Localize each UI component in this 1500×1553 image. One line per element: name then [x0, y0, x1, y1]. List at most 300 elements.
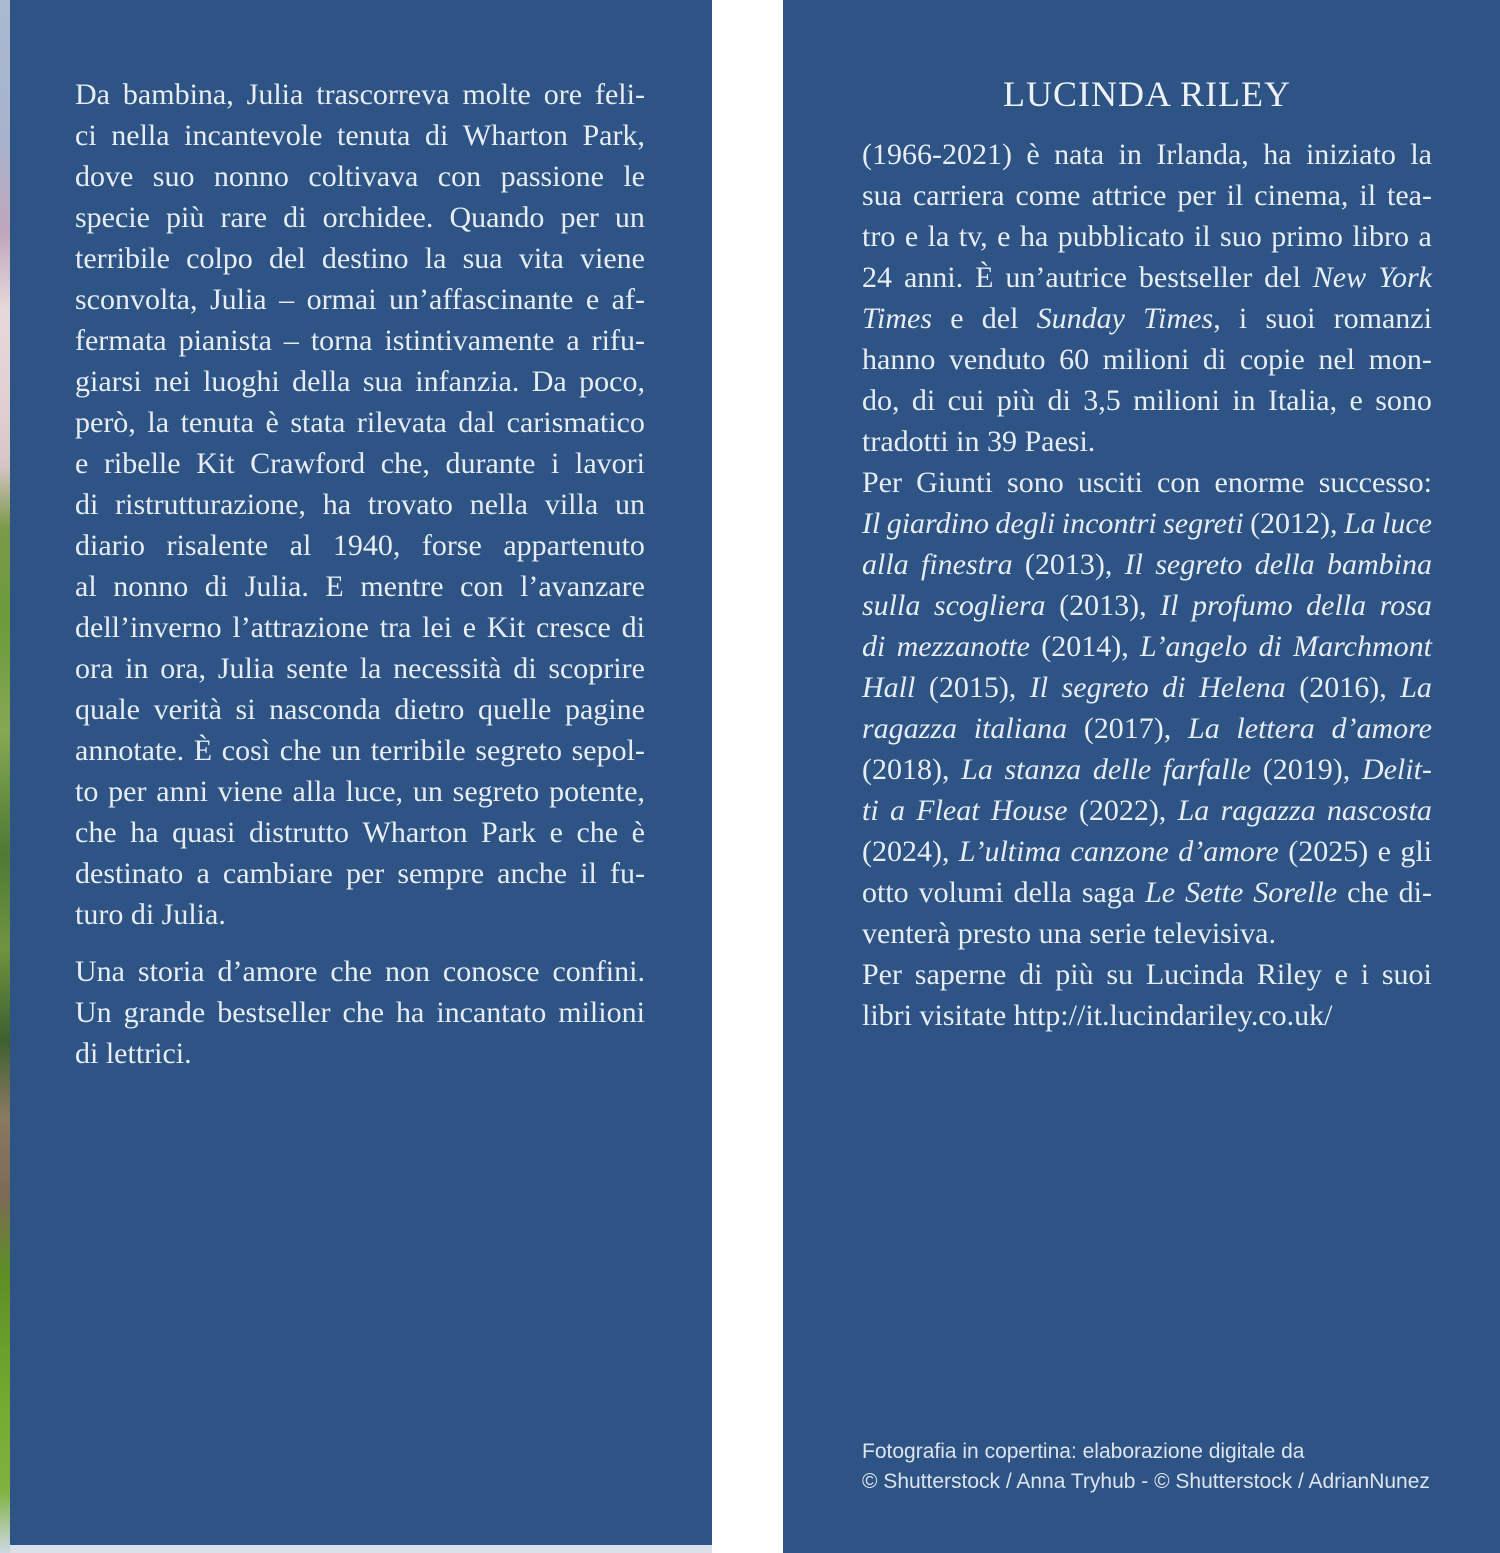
- word: come: [1015, 179, 1081, 212]
- word: York: [1378, 261, 1432, 294]
- word: saga: [1081, 876, 1136, 909]
- word: Il: [1029, 671, 1049, 704]
- word: libro: [1352, 220, 1410, 253]
- word: nasconda: [269, 693, 381, 726]
- word: e: [950, 302, 964, 335]
- text-line: [75, 648, 645, 689]
- word: della: [1254, 548, 1315, 581]
- word: e: [549, 816, 563, 849]
- word: e: [1377, 835, 1391, 868]
- text-line: [75, 443, 645, 484]
- word: segreto: [1061, 671, 1149, 704]
- word: di: [911, 384, 936, 417]
- text-line: venterà presto una serie televisiva.: [862, 917, 1276, 950]
- author-bio: [862, 134, 1432, 1036]
- word: Per: [862, 958, 902, 991]
- word: bambina: [1326, 548, 1432, 581]
- word: di: [621, 611, 645, 644]
- word: e: [904, 220, 919, 253]
- word: quasi: [172, 816, 236, 849]
- word: (2012),: [1250, 507, 1338, 540]
- word: Kit: [196, 447, 235, 480]
- word: pianista: [178, 324, 272, 357]
- text-line: [862, 872, 1432, 913]
- word: per: [560, 201, 599, 234]
- word: romanzi: [1333, 302, 1432, 335]
- word: e: [462, 611, 477, 644]
- text-line: [862, 257, 1432, 298]
- word: viene: [217, 775, 283, 808]
- word: successo:: [1318, 466, 1432, 499]
- word: di: [513, 652, 537, 685]
- word: 3,5: [1083, 384, 1121, 417]
- word: tenuta: [337, 119, 411, 152]
- word: ha: [130, 816, 159, 849]
- word: segreto: [452, 775, 540, 808]
- word: attrice: [1091, 179, 1167, 212]
- word: incontri: [1061, 507, 1157, 540]
- text-line: [75, 566, 645, 607]
- word: Giunti: [916, 466, 993, 499]
- tagline-paragraph: [75, 951, 645, 1074]
- word: copie: [1239, 343, 1305, 376]
- word: to: [75, 775, 99, 808]
- word: bestseller: [1138, 261, 1253, 294]
- word: i: [1360, 958, 1370, 991]
- word: terribile: [370, 734, 466, 767]
- word: non: [384, 955, 430, 988]
- word: sua: [862, 179, 902, 212]
- word: New: [1312, 261, 1367, 294]
- word: per: [108, 775, 147, 808]
- word: del: [269, 242, 306, 275]
- word: d’amore: [217, 955, 318, 988]
- word: il: [580, 857, 597, 890]
- word: gli: [1400, 835, 1432, 868]
- photo-credits: [862, 1437, 1432, 1497]
- word: È: [193, 734, 213, 767]
- word: un: [614, 201, 645, 234]
- word: un’autrice: [1005, 261, 1127, 294]
- text-line: [862, 380, 1432, 421]
- word: del: [1264, 261, 1301, 294]
- word: suo: [1220, 220, 1262, 253]
- word: luce,: [345, 775, 404, 808]
- word: a: [196, 857, 210, 890]
- word: a: [1418, 220, 1432, 253]
- word: di: [1019, 958, 1043, 991]
- text-line: [75, 279, 645, 320]
- word: d’amore: [1178, 835, 1279, 868]
- word: (2022),: [1078, 794, 1167, 827]
- word: terribile: [75, 242, 170, 275]
- word: (2014),: [1041, 630, 1129, 663]
- word: italiana: [973, 712, 1068, 745]
- word: i: [1238, 302, 1248, 335]
- word: Wharton: [362, 816, 468, 849]
- word: milioni: [1102, 343, 1190, 376]
- panel-gap: [712, 0, 783, 1553]
- text-line: [75, 951, 645, 992]
- word: sepol-: [571, 734, 645, 767]
- word: Delit-: [1361, 753, 1432, 786]
- word: Irlanda,: [1156, 138, 1249, 171]
- word: iniziato: [1305, 138, 1396, 171]
- word: molte: [462, 78, 531, 111]
- word: che: [75, 816, 117, 849]
- word: sua: [462, 242, 503, 275]
- text-line: [862, 626, 1432, 667]
- word: il: [1193, 220, 1211, 253]
- word: villa: [544, 488, 599, 521]
- text-line: libri visitate http://it.lucindariley.co.uk/: [862, 999, 1333, 1032]
- word: rosa: [1379, 589, 1432, 622]
- word: Julia: [209, 283, 267, 316]
- word: di: [1202, 343, 1227, 376]
- word: carriera: [912, 179, 1005, 212]
- word: Da: [531, 365, 567, 398]
- word: della: [292, 365, 351, 398]
- word: mon-: [1368, 343, 1432, 376]
- word: si: [235, 693, 256, 726]
- word: carismatico: [506, 406, 645, 439]
- word: scoprire: [548, 652, 645, 685]
- word: (1966-2021): [862, 138, 1012, 171]
- text-line: turo di Julia.: [75, 898, 226, 931]
- word: ora: [75, 652, 114, 685]
- word: ragazza: [1220, 794, 1316, 827]
- word: saperne: [914, 958, 1007, 991]
- word: Sunday: [1036, 302, 1125, 335]
- word: un: [331, 734, 362, 767]
- word: con: [437, 160, 482, 193]
- word: profumo: [1192, 589, 1293, 622]
- word: trascorreva: [316, 78, 450, 111]
- word: anni.: [903, 261, 964, 294]
- word: hanno: [862, 343, 936, 376]
- word: nascosta: [1326, 794, 1432, 827]
- word: sempre: [397, 857, 485, 890]
- word: milioni: [558, 996, 645, 1029]
- word: nonno: [113, 570, 189, 603]
- word: volumi: [918, 876, 1004, 909]
- word: verità: [153, 693, 222, 726]
- word: e: [1349, 384, 1363, 417]
- word: Italia,: [1267, 384, 1338, 417]
- word: ha: [1019, 220, 1049, 253]
- word: ormai: [306, 283, 377, 316]
- word: sente: [286, 652, 348, 685]
- word: fu-: [610, 857, 645, 890]
- text-line: [75, 771, 645, 812]
- word: però,: [75, 406, 136, 439]
- word: Hall: [862, 671, 916, 704]
- word: Kit: [486, 611, 526, 644]
- word: la: [147, 406, 170, 439]
- word: ha: [322, 488, 352, 521]
- word: al: [289, 529, 312, 562]
- word: House: [990, 794, 1068, 827]
- word: così: [221, 734, 271, 767]
- word: 24: [862, 261, 892, 294]
- word: lei: [422, 611, 453, 644]
- word: nella: [469, 488, 528, 521]
- text-line: [75, 115, 645, 156]
- text-line: [75, 607, 645, 648]
- word: diario: [75, 529, 145, 562]
- word: anche: [497, 857, 568, 890]
- word: che: [330, 955, 373, 988]
- word: specie: [75, 201, 150, 234]
- word: Sorelle: [1253, 876, 1338, 909]
- word: di: [1047, 384, 1071, 417]
- text-line: [862, 339, 1432, 380]
- word: di: [424, 119, 449, 152]
- word: i: [551, 447, 560, 480]
- word: che: [576, 816, 619, 849]
- word: nella: [111, 119, 170, 152]
- word: che: [342, 996, 385, 1029]
- text-line: [862, 175, 1432, 216]
- word: grande: [123, 996, 206, 1029]
- word: feli-: [594, 78, 645, 111]
- word: pagine: [564, 693, 645, 726]
- word: il: [1226, 179, 1244, 212]
- word: Quando: [449, 201, 545, 234]
- word: mezzanotte: [896, 630, 1030, 663]
- word: su: [1106, 958, 1134, 991]
- word: sconvolta,: [75, 283, 198, 316]
- word: del: [981, 302, 1019, 335]
- word: segreto: [1155, 548, 1243, 581]
- word: bambina,: [122, 78, 234, 111]
- word: potente,: [549, 775, 645, 808]
- word: l’avanzare: [520, 570, 645, 603]
- word: do,: [862, 384, 900, 417]
- word: anni: [156, 775, 208, 808]
- word: destinato: [75, 857, 184, 890]
- word: coltivava: [308, 160, 419, 193]
- text-line: [75, 361, 645, 402]
- word: di: [283, 201, 307, 234]
- word: il: [1359, 179, 1377, 212]
- word: (2017),: [1083, 712, 1172, 745]
- word: Park: [481, 816, 537, 849]
- word: tro: [862, 220, 896, 253]
- word: tea-: [1387, 179, 1432, 212]
- text-line: [862, 462, 1432, 503]
- word: nata: [1054, 138, 1105, 171]
- word: è: [631, 816, 645, 849]
- word: Fleat: [916, 794, 980, 827]
- word: la: [424, 242, 447, 275]
- inside-flap-column: [10, 0, 712, 1553]
- word: Una: [75, 955, 125, 988]
- text-line: [75, 156, 645, 197]
- word: (2025): [1288, 835, 1369, 868]
- word: durante: [445, 447, 536, 480]
- word: Helena: [1199, 671, 1286, 704]
- word: incantevole: [184, 119, 323, 152]
- text-line: [75, 992, 645, 1033]
- word: e: [997, 220, 1011, 253]
- credit-line: Fotografia in copertina: elaborazione digitale da: [862, 1440, 1305, 1463]
- word: sono: [1375, 384, 1432, 417]
- text-line: [75, 74, 645, 115]
- word: Lucinda: [1145, 958, 1245, 991]
- word: È: [975, 261, 994, 294]
- word: quelle: [478, 693, 552, 726]
- word: (2018),: [862, 753, 950, 786]
- text-line: [862, 134, 1432, 175]
- word: (2013),: [1059, 589, 1147, 622]
- word: ci: [75, 119, 97, 152]
- text-line: [75, 812, 645, 853]
- word: ore: [543, 78, 583, 111]
- word: con: [1157, 466, 1201, 499]
- word: –: [279, 283, 295, 316]
- word: Times: [862, 302, 933, 335]
- word: pubblicato: [1057, 220, 1185, 253]
- word: sono: [1007, 466, 1064, 499]
- word: canzone: [1070, 835, 1169, 868]
- inside-flap-panel: [10, 0, 712, 1545]
- text-line: [862, 749, 1432, 790]
- flap-bottom-edge: [10, 1545, 712, 1553]
- word: passione: [500, 160, 604, 193]
- word: scogliera: [933, 589, 1046, 622]
- word: dove: [75, 160, 134, 193]
- word: Crawford: [250, 447, 366, 480]
- text-line: [75, 730, 645, 771]
- word: 60: [1059, 343, 1090, 376]
- word: L’ultima: [958, 835, 1062, 868]
- word: segreto: [475, 734, 562, 767]
- word: un’affascinante: [389, 283, 574, 316]
- text-line: [862, 954, 1432, 995]
- word: torna: [310, 324, 373, 357]
- word: L’angelo: [1140, 630, 1248, 663]
- word: la: [927, 220, 950, 253]
- text-line: [75, 525, 645, 566]
- word: cui: [947, 384, 985, 417]
- word: la: [1410, 138, 1432, 171]
- word: trovato: [367, 488, 453, 521]
- word: af-: [611, 283, 645, 316]
- word: tra: [379, 611, 412, 644]
- word: Riley: [1256, 958, 1322, 991]
- word: Julia.: [244, 570, 309, 603]
- word: Wharton: [462, 119, 568, 152]
- word: la: [359, 652, 382, 685]
- word: giardino: [886, 507, 989, 540]
- text-line: [75, 484, 645, 525]
- word: 1940,: [332, 529, 401, 562]
- word: per: [345, 857, 385, 890]
- word: Times,: [1143, 302, 1221, 335]
- word: enorme: [1214, 466, 1305, 499]
- word: –: [283, 324, 299, 357]
- word: Per: [862, 466, 902, 499]
- word: mentre: [360, 570, 444, 603]
- word: La: [1177, 794, 1210, 827]
- word: Le: [1145, 876, 1176, 909]
- word: ristrutturazione,: [115, 488, 306, 521]
- word: con: [460, 570, 504, 603]
- word: Da: [75, 78, 110, 111]
- author-name: LUCINDA RILEY: [1003, 74, 1291, 114]
- word: un: [412, 775, 443, 808]
- word: cresce: [535, 611, 611, 644]
- word: più: [166, 201, 205, 234]
- word: destino: [321, 242, 409, 275]
- word: suo: [152, 160, 195, 193]
- word: poco,: [579, 365, 645, 398]
- word: rifu-: [591, 324, 645, 357]
- text-line: [862, 667, 1432, 708]
- word: Julia: [217, 652, 275, 685]
- word: degli: [995, 507, 1056, 540]
- word: della: [1013, 876, 1072, 909]
- word: che: [1347, 876, 1389, 909]
- word: annotate.: [75, 734, 185, 767]
- word: Il: [1124, 548, 1143, 581]
- word: Il: [1160, 589, 1179, 622]
- word: otto: [862, 876, 909, 909]
- text-line: [862, 216, 1432, 257]
- word: rilevata: [356, 406, 447, 439]
- text-line: [862, 503, 1432, 544]
- word: La: [1188, 712, 1220, 745]
- word: in: [1118, 138, 1142, 171]
- word: in: [125, 652, 149, 685]
- word: Park,: [582, 119, 645, 152]
- text-line: tradotti in 39 Paesi.: [862, 425, 1096, 458]
- word: di-: [1398, 876, 1432, 909]
- word: che,: [380, 447, 430, 480]
- word: confini.: [552, 955, 645, 988]
- word: stanza: [1004, 753, 1082, 786]
- word: ragazza: [862, 712, 958, 745]
- word: e: [75, 447, 89, 480]
- word: che: [279, 734, 322, 767]
- word: istintivamente: [384, 324, 555, 357]
- word: luce: [1382, 507, 1432, 540]
- word: ha: [1263, 138, 1292, 171]
- word: segreti: [1163, 507, 1244, 540]
- word: della: [1306, 589, 1367, 622]
- word: ribelle: [103, 447, 181, 480]
- word: lavori: [575, 447, 645, 480]
- word: finestra: [920, 548, 1013, 581]
- word: stata: [290, 406, 346, 439]
- word: venduto: [948, 343, 1046, 376]
- word: dietro: [394, 693, 465, 726]
- word: Sette: [1185, 876, 1244, 909]
- word: necessità: [393, 652, 502, 685]
- word: a: [566, 324, 580, 357]
- word: risalente: [166, 529, 269, 562]
- word: infanzia.: [415, 365, 520, 398]
- word: La: [961, 753, 993, 786]
- word: (2024),: [862, 835, 950, 868]
- word: è: [1026, 138, 1040, 171]
- word: luoghi: [203, 365, 280, 398]
- word: farfalle: [1162, 753, 1252, 786]
- word: (2019),: [1262, 753, 1351, 786]
- word: ti: [862, 794, 879, 827]
- word: E: [325, 570, 344, 603]
